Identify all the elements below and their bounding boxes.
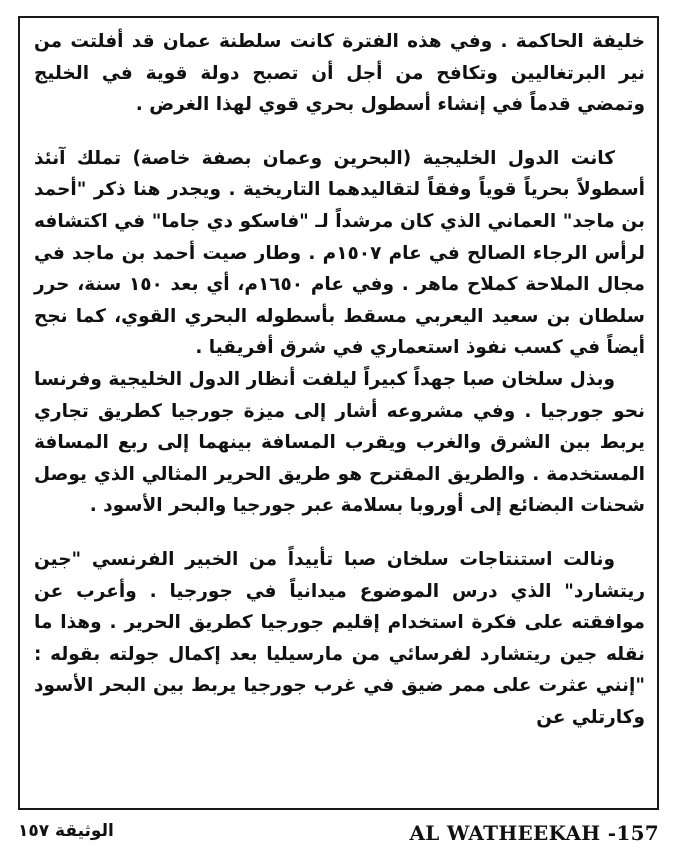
journal-name-arabic-page-number: الوثيقة ١٥٧	[18, 821, 114, 841]
article-body	[34, 26, 645, 733]
paragraph-2: كانت الدول الخليجية (البحرين وعمان بصفة خاصة) تملك آنئذ أسطولاً بحرياً قوياً وفقاً لتقاليدهما التاريخية . ويجدر هنا ذكر "أحمد بن ماجد" العماني الذي كان مرشداً لـ "فاسكو دي جاما" في اكتشافه لرأس الرجاء الصالح في عام ١٥٠٧م . وطار صيت أحمد بن ماجد في مجال الملاحة كملاح ماهر . وفي عام ١٦٥٠م، أي بعد ١٥٠ سنة، حرر سلطان بن سعيد اليعربي مسقط بأسطوله البحري القوي، كما نجح أيضاً في كسب نفوذ استعماري في شرق أفريقيا .	[34, 147, 646, 359]
paragraph-3: وبذل سلخان صبا جهداً كبيراً ليلفت أنظار الدول الخليجية وفرنسا نحو جورجيا . وفي مشروعه أشار إلى ميزة جورجيا كطريق تجاري يربط بين الشرق والغرب ويقرب المسافة بينهما إلى ربع المسافة المستخدمة . والطريق المقترح هو طريق الحرير المثالي الذي يوصل شحنات البضائع إلى أوروبا بسلامة عبر جورجيا والبحر الأسود .	[34, 368, 645, 517]
paragraph-1: خليفة الحاكمة . وفي هذه الفترة كانت سلطنة عمان قد أفلتت من نير البرتغاليين وتكافح من أجل أن تصبح دولة قوية في الخليج وتمضي قدماً في إنشاء أسطول بحري قوي لهذا الغرض .	[34, 31, 645, 116]
paragraph-4: ونالت استنتاجات سلخان صبا تأييداً من الخبير الفرنسي "جين ريتشارد" الذي درس الموضوع ميدانياً في جورجيا . وأعرب عن موافقته على فكرة استخدام إقليم جورجيا كطريق الحرير . وهذا ما نقله جين ريتشارد لفرسائي من مارسيليا بعد إكمال جولته بقوله : "إنني عثرت على ممر ضيق في غرب جورجيا يربط بين البحر الأسود وكارتلي عن	[34, 548, 645, 728]
page-footer	[18, 817, 659, 853]
journal-name-page-number: AL WATHEEKAH -157	[409, 821, 659, 845]
page-frame	[18, 16, 659, 810]
